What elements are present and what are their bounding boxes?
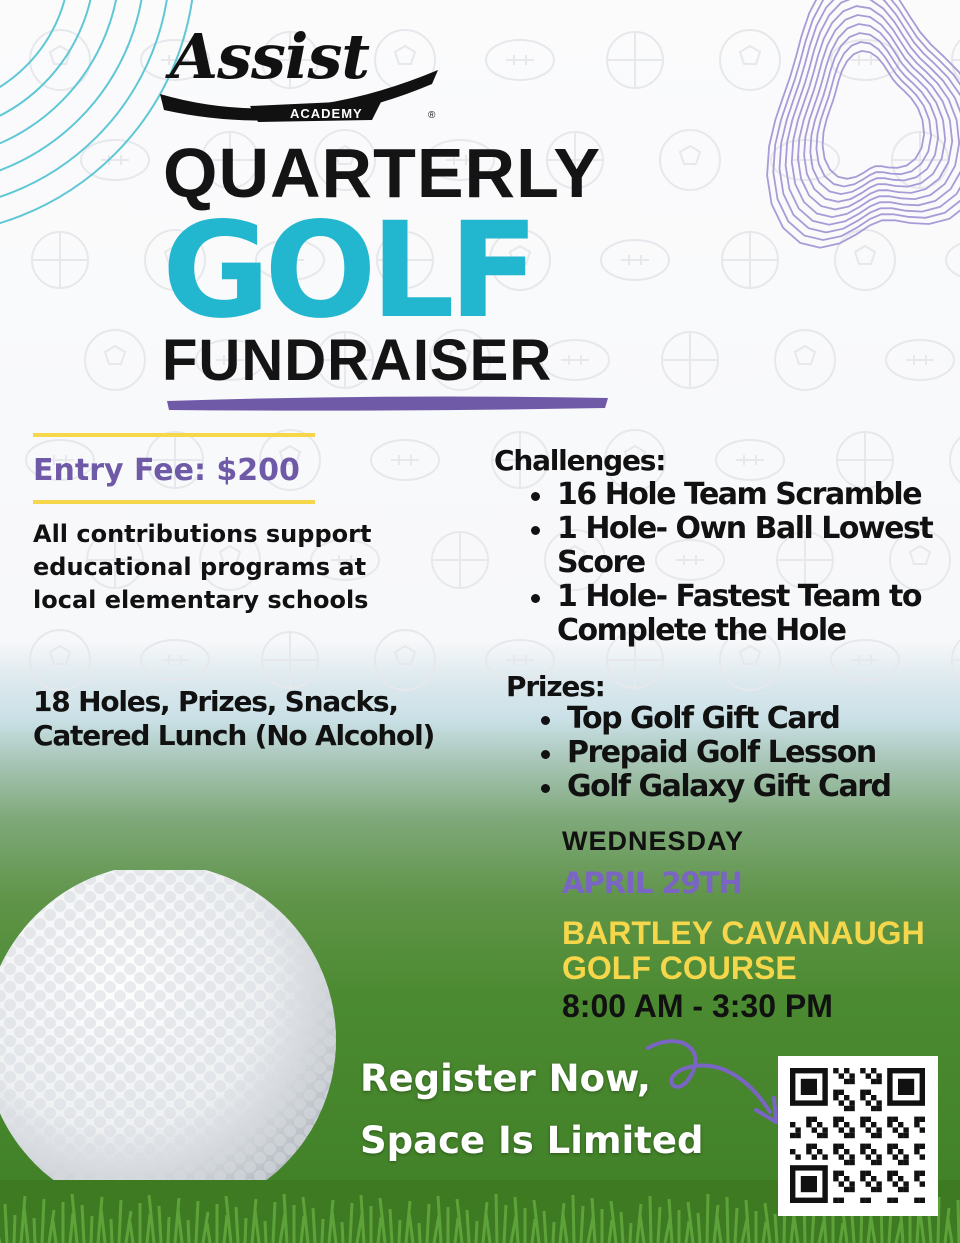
event-day: WEDNESDAY [562,826,745,856]
yellow-divider-bottom [33,500,315,504]
challenges-list [527,478,952,648]
assist-academy-logo [150,14,450,129]
venue-line: GOLF COURSE [562,950,797,986]
register-line: Register Now, [360,1057,651,1100]
contribution-line: educational programs at [33,553,367,581]
challenge-item: 16 Hole Team Scramble [527,478,952,512]
prize-item: Top Golf Gift Card [537,702,952,736]
title-fundraiser: FUNDRAISER [162,328,553,393]
title-golf: GOLF [162,194,533,348]
contribution-line: local elementary schools [33,586,369,614]
logo-wordmark: Assist [170,20,370,93]
event-time: 8:00 AM - 3:30 PM [562,988,833,1024]
logo-subtitle: ACADEMY [290,106,363,121]
qr-code[interactable] [778,1056,938,1216]
prizes-list [537,702,952,804]
challenges-heading: Challenges: [494,444,666,477]
prize-item: Prepaid Golf Lesson [537,736,952,770]
topographic-lines [660,0,960,420]
entry-fee: Entry Fee: $200 [33,453,300,488]
contribution-text [33,518,371,617]
register-line: Space Is Limited [360,1119,704,1162]
contribution-line: All contributions support [33,520,372,548]
purple-underline-stroke [165,392,610,414]
event-date: APRIL 29TH [562,866,742,900]
prizes-heading: Prizes: [506,670,605,703]
qr-code-pattern [778,1056,938,1216]
includes-text [33,685,434,753]
arrow-icon [640,1030,790,1130]
registered-mark: ® [428,110,436,121]
challenge-item: 1 Hole- Own Ball Lowest Score [527,512,952,580]
title-quarterly: QUARTERLY [163,134,602,212]
includes-line: 18 Holes, Prizes, Snacks, [33,685,398,718]
includes-line: Catered Lunch (No Alcohol) [33,719,435,752]
challenge-item: 1 Hole- Fastest Team to Complete the Hole [527,580,952,648]
venue-line: BARTLEY CAVANAUGH [562,915,925,951]
prize-item: Golf Galaxy Gift Card [537,770,952,804]
yellow-divider-top [33,433,315,437]
event-venue [562,916,925,986]
